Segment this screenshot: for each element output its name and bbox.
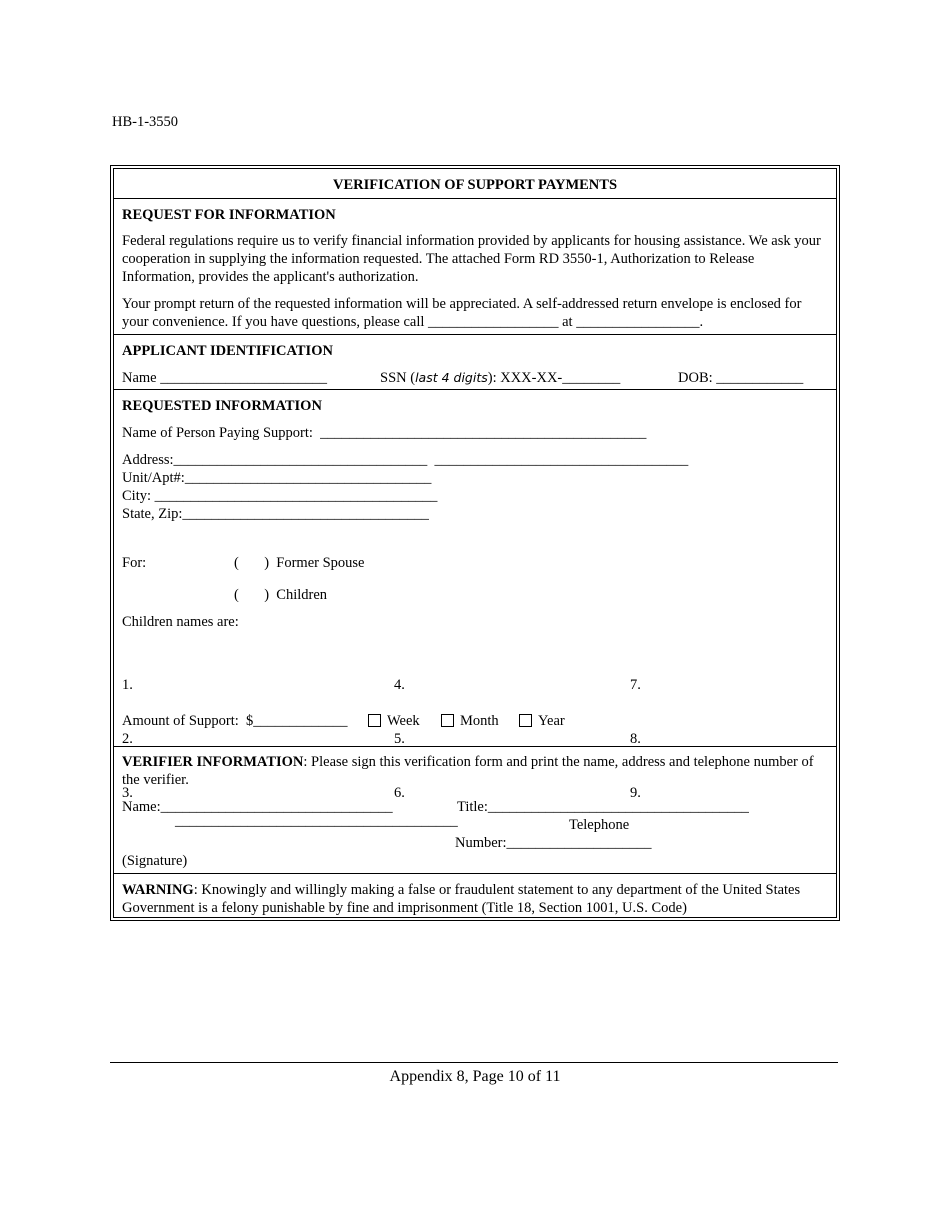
applicant-ssn-field[interactable]	[380, 369, 620, 387]
request-heading: REQUEST FOR INFORMATION	[122, 207, 336, 223]
ssn-italic-note: last 4 digits	[415, 370, 488, 385]
form-title: VERIFICATION OF SUPPORT PAYMENTS	[332, 177, 618, 193]
option-children[interactable]: ( ) Children	[234, 587, 328, 603]
child-slot[interactable]: 4.	[394, 677, 405, 693]
footer-rule	[110, 1062, 838, 1063]
warning-heading: WARNING	[122, 882, 194, 898]
divider	[114, 873, 836, 874]
warning-text: : Knowingly and willingly making a false or fraudulent statement to any department of the United States Government is a felony punishable by fine and imprisonment (Title 18, Section 1001, U.S. Code)	[122, 882, 801, 916]
verifier-intro	[122, 753, 827, 789]
children-column-2	[394, 640, 416, 838]
year-checkbox[interactable]	[519, 714, 532, 727]
verifier-title-field[interactable]: Title:____________________________________	[457, 799, 749, 815]
week-checkbox[interactable]	[368, 714, 381, 727]
ssn-suffix: ): XXX-XX-________	[487, 370, 621, 386]
signature-line[interactable]: _______________________________________	[175, 813, 458, 829]
requested-heading: REQUESTED INFORMATION	[122, 398, 322, 414]
request-paragraph-2: Your prompt return of the requested information will be appreciated. A self-addressed return envelope is enclosed for your convenience. If you have questions, please call __________________ at _________________.	[122, 296, 802, 330]
verification-form	[110, 165, 840, 921]
address-field[interactable]: Address:___________________________________ ___________________________________	[122, 452, 689, 468]
verifier-name-field[interactable]: Name:________________________________	[122, 799, 393, 815]
child-slot[interactable]: 8.	[630, 731, 641, 747]
divider	[114, 389, 836, 390]
child-slot[interactable]: 9.	[630, 785, 641, 801]
telephone-label: Telephone	[569, 817, 630, 833]
child-slot[interactable]: 3.	[122, 785, 133, 801]
year-label: Year	[538, 713, 565, 729]
telephone-number-field[interactable]: Number:____________________	[455, 835, 652, 851]
signature-label: (Signature)	[122, 853, 188, 869]
child-slot[interactable]: 7.	[630, 677, 641, 693]
divider	[114, 198, 836, 199]
verifier-heading: VERIFIER INFORMATION	[122, 754, 304, 770]
city-field[interactable]: City: _______________________________________	[122, 488, 438, 504]
child-slot[interactable]: 1.	[122, 677, 133, 693]
applicant-name-field[interactable]: Name _______________________	[122, 370, 327, 386]
option-former-spouse[interactable]: ( ) Former Spouse	[234, 555, 365, 571]
applicant-heading: APPLICANT IDENTIFICATION	[122, 343, 333, 359]
month-checkbox[interactable]	[441, 714, 454, 727]
month-label: Month	[460, 713, 499, 729]
divider	[114, 334, 836, 335]
for-label: For:	[122, 555, 147, 571]
children-names-label: Children names are:	[122, 614, 239, 630]
child-slot[interactable]: 5.	[394, 731, 405, 747]
warning-notice	[122, 881, 827, 917]
document-code: HB-1-3550	[112, 114, 179, 130]
page-footer: Appendix 8, Page 10 of 11	[389, 1068, 561, 1085]
unit-field[interactable]: Unit/Apt#:__________________________________	[122, 470, 432, 486]
form-inner-border	[113, 168, 837, 918]
week-label: Week	[387, 713, 420, 729]
payer-name-field[interactable]: Name of Person Paying Support: _____________________________________________	[122, 425, 647, 441]
child-slot[interactable]: 2.	[122, 731, 133, 747]
state-zip-field[interactable]: State, Zip:__________________________________	[122, 506, 429, 522]
divider	[114, 746, 836, 747]
child-slot[interactable]: 6.	[394, 785, 405, 801]
period-year-option[interactable]	[519, 712, 565, 730]
applicant-dob-field[interactable]: DOB: ____________	[678, 370, 804, 386]
period-month-option[interactable]	[441, 712, 499, 730]
request-paragraph-1: Federal regulations require us to verify financial information provided by applicants for housing assistance. We ask your cooperation in supplying the information requested. The attached Form RD 3550-1, Authorization to Release Information, provides the applicant's authorization.	[122, 233, 821, 285]
period-week-option[interactable]	[368, 712, 420, 730]
support-amount-field[interactable]: Amount of Support: $_____________	[122, 713, 348, 729]
verifier-instructions: : Please sign this verification form and print the name, address and telephone number of the verifier.	[122, 754, 814, 788]
ssn-prefix: SSN (	[380, 370, 416, 386]
